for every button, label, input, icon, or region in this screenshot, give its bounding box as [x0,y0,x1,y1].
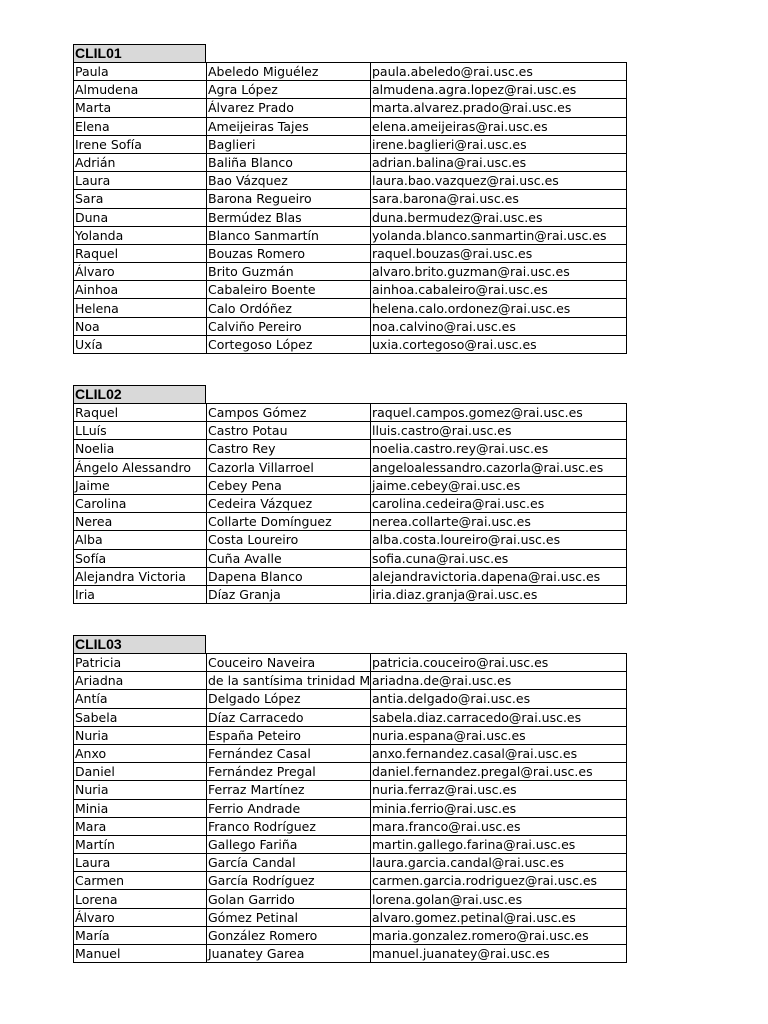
email-cell: ainhoa.cabaleiro@rai.usc.es [371,281,627,299]
first-name-cell: Raquel [74,244,207,262]
first-name-cell: Ángelo Alessandro [74,458,207,476]
email-cell: laura.garcia.candal@rai.usc.es [371,854,627,872]
first-name-cell: Paula [74,63,207,81]
email-cell: alejandravictoria.dapena@rai.usc.es [371,567,627,585]
table-row [74,945,627,963]
first-name-cell: Irene Sofía [74,135,207,153]
email-cell: sara.barona@rai.usc.es [371,190,627,208]
first-name-cell: Laura [74,854,207,872]
table-row [74,654,627,672]
email-cell: martin.gallego.farina@rai.usc.es [371,835,627,853]
table-row [74,726,627,744]
surname-cell: Fernández Pregal [207,763,371,781]
table-row [74,99,627,117]
email-cell: carmen.garcia.rodriguez@rai.usc.es [371,872,627,890]
first-name-cell: Nuria [74,781,207,799]
table-row [74,908,627,926]
table-row [74,117,627,135]
email-cell: lorena.golan@rai.usc.es [371,890,627,908]
first-name-cell: Sabela [74,708,207,726]
surname-cell: Castro Rey [207,440,371,458]
table-row [74,890,627,908]
first-name-cell: Sara [74,190,207,208]
table-row [74,585,627,603]
table-row [74,549,627,567]
student-table [73,403,627,604]
email-cell: carolina.cedeira@rai.usc.es [371,494,627,512]
email-cell: nerea.collarte@rai.usc.es [371,513,627,531]
email-cell: manuel.juanatey@rai.usc.es [371,945,627,963]
table-row [74,63,627,81]
first-name-cell: Noelia [74,440,207,458]
surname-cell: Agra López [207,81,371,99]
email-cell: angeloalessandro.cazorla@rai.usc.es [371,458,627,476]
table-row [74,135,627,153]
surname-cell: Cortegoso López [207,335,371,353]
surname-cell: Costa Loureiro [207,531,371,549]
surname-cell: Ameijeiras Tajes [207,117,371,135]
first-name-cell: Ainhoa [74,281,207,299]
surname-cell: Ferraz Martínez [207,781,371,799]
email-cell: ariadna.de@rai.usc.es [371,672,627,690]
email-cell: raquel.bouzas@rai.usc.es [371,244,627,262]
first-name-cell: Nerea [74,513,207,531]
first-name-cell: Daniel [74,763,207,781]
table-row [74,335,627,353]
email-cell: alvaro.gomez.petinal@rai.usc.es [371,908,627,926]
email-cell: paula.abeledo@rai.usc.es [371,63,627,81]
table-row [74,440,627,458]
table-row [74,744,627,762]
first-name-cell: Álvaro [74,263,207,281]
surname-cell: Cedeira Vázquez [207,494,371,512]
surname-cell: Cabaleiro Boente [207,281,371,299]
first-name-cell: Marta [74,99,207,117]
surname-cell: Ferrio Andrade [207,799,371,817]
surname-cell: Bao Vázquez [207,172,371,190]
first-name-cell: Martín [74,835,207,853]
table-row [74,299,627,317]
table-row [74,281,627,299]
email-cell: antia.delgado@rai.usc.es [371,690,627,708]
email-cell: uxia.cortegoso@rai.usc.es [371,335,627,353]
table-row [74,817,627,835]
surname-cell: Delgado López [207,690,371,708]
table-row [74,317,627,335]
surname-cell: García Rodríguez [207,872,371,890]
first-name-cell: Minia [74,799,207,817]
surname-cell: Couceiro Naveira [207,654,371,672]
email-cell: daniel.fernandez.pregal@rai.usc.es [371,763,627,781]
first-name-cell: Laura [74,172,207,190]
surname-cell: Gómez Petinal [207,908,371,926]
table-row [74,458,627,476]
email-cell: noelia.castro.rey@rai.usc.es [371,440,627,458]
first-name-cell: Patricia [74,654,207,672]
first-name-cell: Noa [74,317,207,335]
surname-cell: Baliña Blanco [207,153,371,171]
email-cell: minia.ferrio@rai.usc.es [371,799,627,817]
table-row [74,494,627,512]
surname-cell: Álvarez Prado [207,99,371,117]
surname-cell: Collarte Domínguez [207,513,371,531]
first-name-cell: Alejandra Victoria [74,567,207,585]
table-row [74,208,627,226]
table-row [74,422,627,440]
table-row [74,81,627,99]
email-cell: nuria.ferraz@rai.usc.es [371,781,627,799]
first-name-cell: Raquel [74,404,207,422]
first-name-cell: LLuís [74,422,207,440]
email-cell: raquel.campos.gomez@rai.usc.es [371,404,627,422]
surname-cell: Calo Ordóñez [207,299,371,317]
surname-cell: Castro Potau [207,422,371,440]
student-table-body [74,654,627,963]
surname-cell: de la santísima trinidad M [208,673,371,689]
surname-cell: Barona Regueiro [207,190,371,208]
surname-cell: Cazorla Villarroel [207,458,371,476]
surname-cell: Blanco Sanmartín [207,226,371,244]
surname-cell: España Peteiro [207,726,371,744]
table-row [74,872,627,890]
table-row [74,854,627,872]
surname-cell: Juanatey Garea [207,945,371,963]
email-cell: lluis.castro@rai.usc.es [371,422,627,440]
email-cell: mara.franco@rai.usc.es [371,817,627,835]
group-clil03 [73,635,626,963]
surname-cell: García Candal [207,854,371,872]
first-name-cell: Adrián [74,153,207,171]
table-row [74,226,627,244]
first-name-cell: Anxo [74,744,207,762]
table-row [74,172,627,190]
table-row [74,404,627,422]
surname-cell: Baglieri [207,135,371,153]
surname-cell: Franco Rodríguez [207,817,371,835]
email-cell: helena.calo.ordonez@rai.usc.es [371,299,627,317]
table-row [74,567,627,585]
email-cell: maria.gonzalez.romero@rai.usc.es [371,926,627,944]
surname-cell: Cebey Pena [207,476,371,494]
group-title: CLIL02 [73,385,206,403]
first-name-cell: Sofía [74,549,207,567]
email-cell: noa.calvino@rai.usc.es [371,317,627,335]
email-cell: alba.costa.loureiro@rai.usc.es [371,531,627,549]
email-cell: marta.alvarez.prado@rai.usc.es [371,99,627,117]
first-name-cell: Lorena [74,890,207,908]
surname-cell: Brito Guzmán [207,263,371,281]
first-name-cell: Almudena [74,81,207,99]
email-cell: alvaro.brito.guzman@rai.usc.es [371,263,627,281]
group-clil02 [73,385,626,604]
email-cell: laura.bao.vazquez@rai.usc.es [371,172,627,190]
first-name-cell: María [74,926,207,944]
table-row [74,926,627,944]
first-name-cell: Ariadna [74,672,207,690]
first-name-cell: Mara [74,817,207,835]
first-name-cell: Duna [74,208,207,226]
table-row [74,476,627,494]
surname-cell: Cuña Avalle [207,549,371,567]
email-cell: elena.ameijeiras@rai.usc.es [371,117,627,135]
first-name-cell: Uxía [74,335,207,353]
table-row [74,690,627,708]
email-cell: irene.baglieri@rai.usc.es [371,135,627,153]
email-cell: sabela.diaz.carracedo@rai.usc.es [371,708,627,726]
table-row [74,263,627,281]
surname-cell: Díaz Carracedo [207,708,371,726]
email-cell: duna.bermudez@rai.usc.es [371,208,627,226]
first-name-cell: Nuria [74,726,207,744]
email-cell: sofia.cuna@rai.usc.es [371,549,627,567]
first-name-cell: Carmen [74,872,207,890]
email-cell: iria.diaz.granja@rai.usc.es [371,585,627,603]
surname-cell: Gallego Fariña [207,835,371,853]
table-row [74,513,627,531]
email-cell: patricia.couceiro@rai.usc.es [371,654,627,672]
table-row [74,153,627,171]
surname-cell: Calviño Pereiro [207,317,371,335]
table-row [74,708,627,726]
student-table-body [74,63,627,354]
group-title: CLIL03 [73,635,206,653]
surname-cell: Dapena Blanco [207,567,371,585]
table-row [74,799,627,817]
table-row [74,244,627,262]
email-cell: almudena.agra.lopez@rai.usc.es [371,81,627,99]
email-cell: jaime.cebey@rai.usc.es [371,476,627,494]
table-row [74,781,627,799]
surname-cell: Bermúdez Blas [207,208,371,226]
first-name-cell: Manuel [74,945,207,963]
first-name-cell: Álvaro [74,908,207,926]
first-name-cell: Elena [74,117,207,135]
first-name-cell: Jaime [74,476,207,494]
surname-cell: Fernández Casal [207,744,371,762]
email-cell: adrian.balina@rai.usc.es [371,153,627,171]
email-cell: yolanda.blanco.sanmartin@rai.usc.es [371,226,627,244]
surname-cell: Bouzas Romero [207,244,371,262]
surname-cell: Campos Gómez [207,404,371,422]
table-row [74,835,627,853]
first-name-cell: Antía [74,690,207,708]
email-cell: nuria.espana@rai.usc.es [371,726,627,744]
table-row [74,763,627,781]
first-name-cell: Carolina [74,494,207,512]
surname-cell: Golan Garrido [207,890,371,908]
surname-cell: Díaz Granja [207,585,371,603]
surname-cell: González Romero [207,926,371,944]
student-table-body [74,404,627,604]
table-row [74,190,627,208]
first-name-cell: Alba [74,531,207,549]
table-row [74,531,627,549]
first-name-cell: Iria [74,585,207,603]
group-title: CLIL01 [73,44,206,62]
first-name-cell: Yolanda [74,226,207,244]
group-clil01 [73,44,626,354]
student-table [73,653,627,963]
surname-cell: Abeledo Miguélez [207,63,371,81]
first-name-cell: Helena [74,299,207,317]
email-cell: anxo.fernandez.casal@rai.usc.es [371,744,627,762]
table-row [74,672,627,690]
student-table [73,62,627,354]
